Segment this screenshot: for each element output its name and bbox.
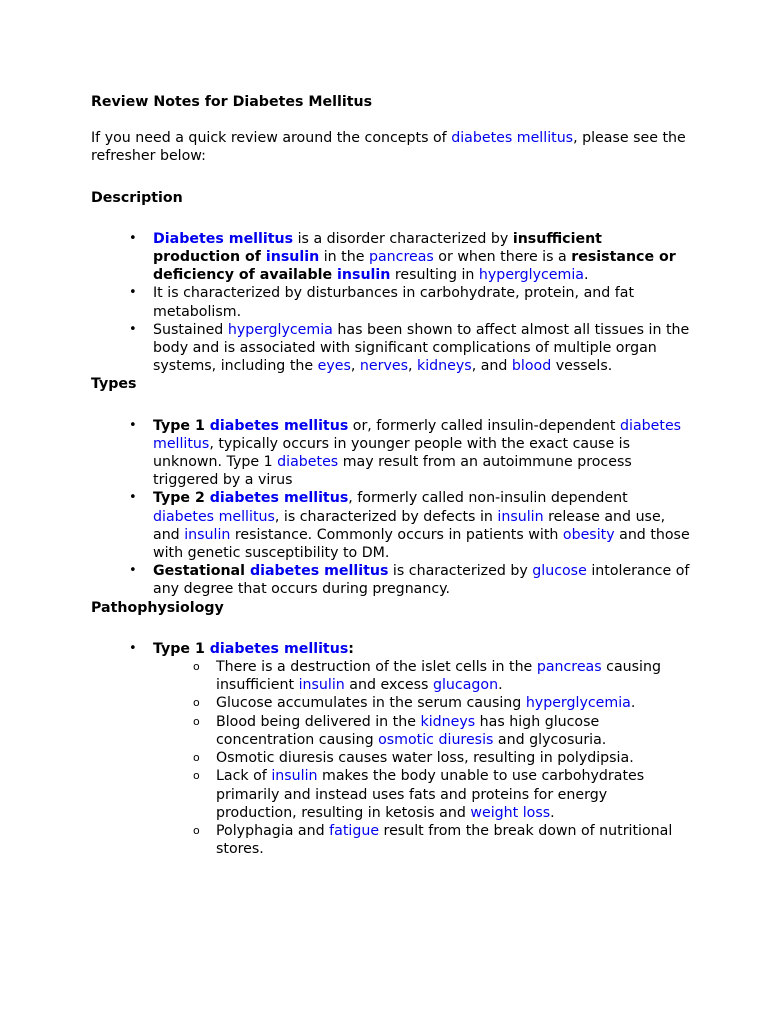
section-heading-types: Types xyxy=(91,376,137,393)
text: in the xyxy=(319,249,369,266)
link-glucose[interactable]: glucose xyxy=(532,563,587,580)
link-kidneys[interactable]: kidneys xyxy=(417,358,472,375)
text: resistance. Commonly occurs in patients with xyxy=(230,526,563,543)
text: Blood being delivered in the xyxy=(216,713,421,730)
document-page xyxy=(91,93,691,858)
page-title: Review Notes for Diabetes Mellitus xyxy=(91,94,373,110)
intro-paragraph xyxy=(91,129,691,165)
text: vessels. xyxy=(551,358,613,375)
text: is a disorder characterized by xyxy=(293,230,513,247)
text: is characterized by xyxy=(388,563,533,580)
link-pancreas[interactable]: pancreas xyxy=(368,249,434,266)
bold-text: Type 2 xyxy=(153,490,210,507)
link-insulin[interactable]: insulin xyxy=(337,267,391,284)
text: result from the break down of nutritional stores. xyxy=(216,822,673,858)
text: . xyxy=(583,267,589,284)
bold-text: resistance or deficiency of available xyxy=(153,249,676,284)
pathophysiology-list xyxy=(91,640,691,858)
text: , is characterized by defects in xyxy=(274,508,498,525)
link-glucagon[interactable]: glucagon xyxy=(432,677,499,694)
link-diabetes-mellitus[interactable]: diabetes mellitus xyxy=(153,417,682,452)
link-eyes[interactable]: eyes xyxy=(317,358,351,375)
list-item xyxy=(153,321,691,376)
text: , formerly called non-insulin dependent xyxy=(348,490,628,507)
text: has high glucose concentration causing xyxy=(216,713,600,748)
link-diabetes-mellitus[interactable]: Diabetes mellitus xyxy=(153,230,294,247)
list-item xyxy=(153,417,691,490)
bold-text: Type 1 xyxy=(153,417,210,434)
link-osmotic-diuresis[interactable]: osmotic diuresis xyxy=(378,731,494,748)
sublist-item xyxy=(216,822,691,858)
link-diabetes-mellitus[interactable]: diabetes mellitus xyxy=(209,640,349,657)
link-blood[interactable]: blood xyxy=(511,358,552,375)
text: , and xyxy=(471,358,512,375)
link-diabetes-mellitus[interactable]: diabetes mellitus xyxy=(209,417,349,434)
list-item xyxy=(153,562,691,598)
link-hyperglycemia[interactable]: hyperglycemia xyxy=(478,267,584,284)
text: There is a destruction of the islet cells in the xyxy=(216,659,537,676)
list-item xyxy=(153,489,691,562)
link-diabetes-mellitus[interactable]: diabetes mellitus xyxy=(451,130,574,147)
sublist-item: o Osmotic diuresis causes water loss, resulting in polydipsia. xyxy=(216,749,691,767)
bold-text: Gestational xyxy=(153,563,250,580)
text: or when there is a xyxy=(433,249,572,266)
list-item xyxy=(153,640,691,858)
text: or, formerly called insulin-dependent xyxy=(348,417,620,434)
link-fatigue[interactable]: fatigue xyxy=(329,822,380,839)
bold-text: Type 1 xyxy=(153,640,210,657)
link-weight-loss[interactable]: weight loss xyxy=(470,804,551,821)
description-list xyxy=(91,230,691,376)
bold-text: insufficient production of xyxy=(153,230,602,266)
link-insulin[interactable]: insulin xyxy=(271,768,318,785)
section-heading-pathophysiology: Pathophysiology xyxy=(91,599,224,616)
text: resulting in xyxy=(390,267,479,284)
sublist-item xyxy=(216,658,691,694)
list-item: • It is characterized by disturbances in carbohydrate, protein, and fat metabolism. xyxy=(153,284,691,320)
link-insulin[interactable]: insulin xyxy=(265,249,320,266)
sublist-item xyxy=(216,694,691,712)
text: Lack of xyxy=(216,768,272,785)
text: and glycosuria. xyxy=(493,731,607,748)
text: , typically occurs in younger people with the exact cause is unknown. Type 1 xyxy=(153,435,631,471)
sublist-item xyxy=(216,713,691,749)
link-nerves[interactable]: nerves xyxy=(359,358,408,375)
text: Glucose accumulates in the serum causing xyxy=(216,695,526,712)
link-diabetes-mellitus[interactable]: diabetes mellitus xyxy=(209,490,349,507)
text: and excess xyxy=(344,677,433,694)
intro-text: , please see the refresher below: xyxy=(91,130,686,165)
sublist-item xyxy=(216,767,691,822)
link-diabetes-mellitus[interactable]: diabetes mellitus xyxy=(153,508,275,525)
text: Sustained xyxy=(153,321,228,338)
link-insulin[interactable]: insulin xyxy=(497,508,544,525)
text: makes the body unable to use carbohydrates primarily and instead uses fats and proteins for energy production, resulting in ketosis and xyxy=(216,768,645,821)
link-diabetes-mellitus[interactable]: diabetes mellitus xyxy=(249,563,389,580)
pathophysiology-sublist xyxy=(153,658,691,858)
section-heading-description: Description xyxy=(91,189,183,206)
text: . xyxy=(550,804,555,821)
text: release and use, and xyxy=(153,508,666,543)
text: causing insufficient xyxy=(216,659,661,694)
text: Polyphagia and xyxy=(216,822,330,839)
link-diabetes[interactable]: diabetes xyxy=(277,454,339,471)
bold-text: : xyxy=(348,640,354,657)
text: and those with genetic susceptibility to DM. xyxy=(153,526,690,562)
list-item xyxy=(153,230,691,285)
link-obesity[interactable]: obesity xyxy=(562,526,615,543)
text: intolerance of any degree that occurs during pregnancy. xyxy=(153,563,690,598)
types-list xyxy=(91,417,691,599)
link-insulin[interactable]: insulin xyxy=(184,526,231,543)
link-hyperglycemia[interactable]: hyperglycemia xyxy=(525,695,631,712)
intro-text: If you need a quick review around the concepts of xyxy=(91,130,452,147)
text: . xyxy=(630,695,636,712)
text: may result from an autoimmune process triggered by a virus xyxy=(153,454,632,489)
text: , xyxy=(407,358,418,375)
link-kidneys[interactable]: kidneys xyxy=(420,713,476,730)
text: , xyxy=(350,358,360,375)
link-insulin[interactable]: insulin xyxy=(298,677,345,694)
link-hyperglycemia[interactable]: hyperglycemia xyxy=(227,321,333,338)
text: has been shown to affect almost all tissues in the body and is associated with significant complications of multiple organ systems, including the xyxy=(153,321,690,375)
text: . xyxy=(498,677,503,694)
link-pancreas[interactable]: pancreas xyxy=(536,659,602,676)
